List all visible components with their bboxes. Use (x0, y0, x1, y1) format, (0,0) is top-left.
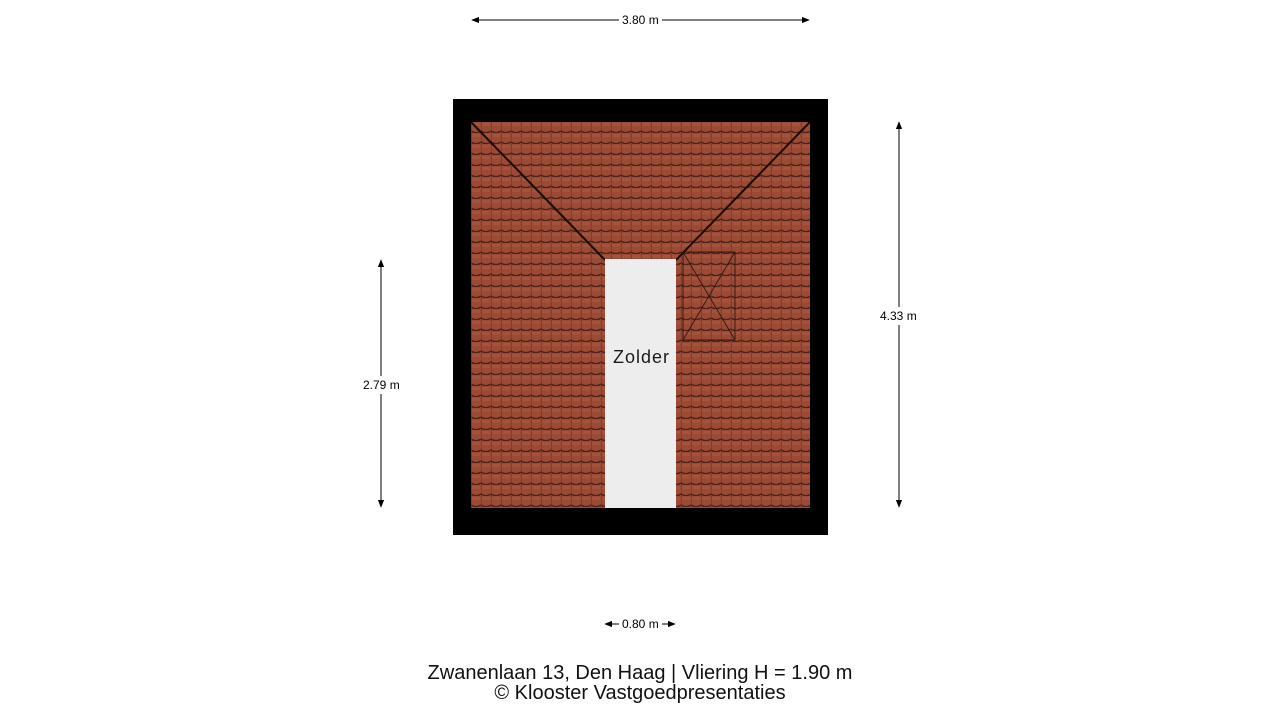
dimension-left-label: 2.79 m (363, 378, 400, 392)
floor-opening (605, 259, 676, 508)
dimension-right-label: 4.33 m (880, 309, 917, 323)
caption-address: Zwanenlaan 13, Den Haag | Vliering H = 1.90 m (427, 662, 853, 684)
dimension-top-label: 3.80 m (619, 13, 662, 27)
caption-copyright: © Klooster Vastgoedpresentaties (494, 682, 786, 704)
room-label-zolder: Zolder (613, 347, 671, 367)
dimension-bottom-label: 0.80 m (619, 617, 662, 631)
